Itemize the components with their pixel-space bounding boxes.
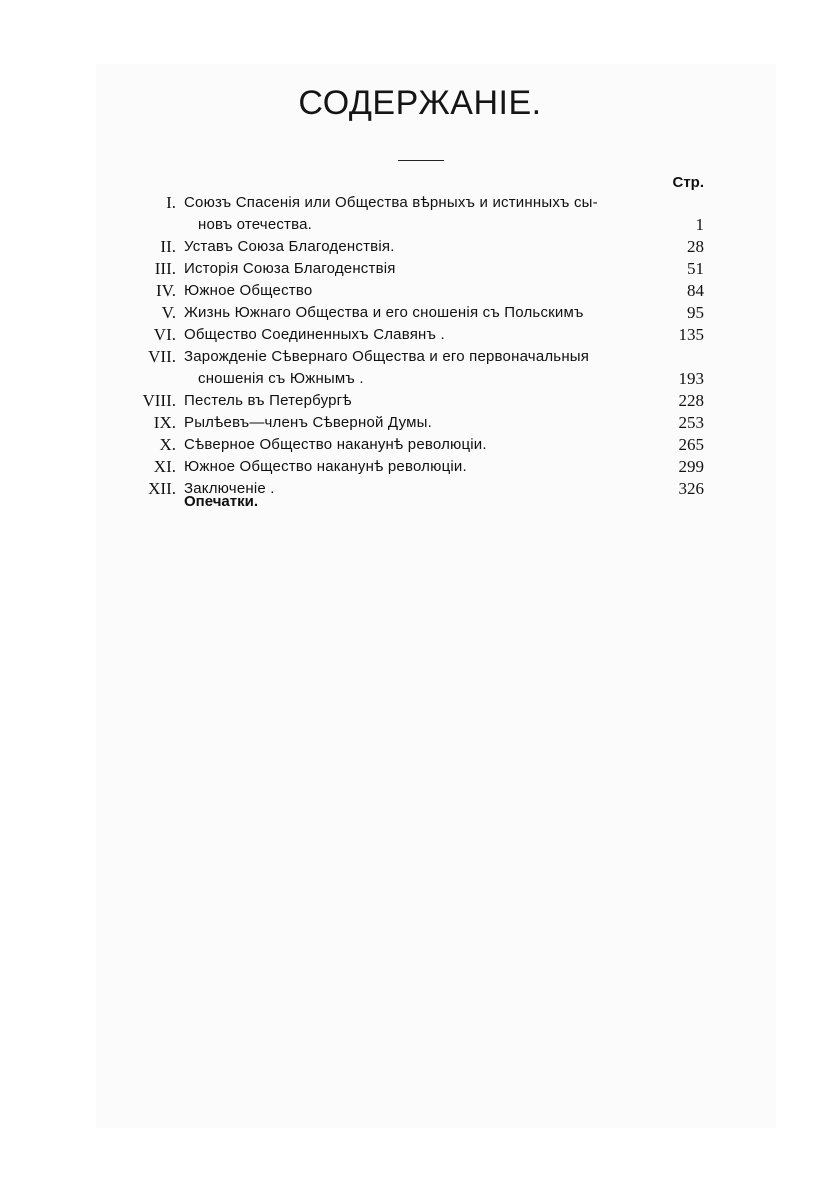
page-number: 228 [678,391,704,410]
chapter-number: IX. [153,413,176,432]
chapter-title: Заключеніе . [184,480,275,497]
page-title: СОДЕРЖАНІЕ. [298,84,542,122]
page-number: 253 [678,413,704,432]
toc-entry [0,258,840,280]
toc-entry [0,390,840,412]
toc-entry [0,302,840,324]
chapter-title: Южное Общество наканунѣ революціи. [184,458,467,475]
toc-entry [0,324,840,346]
toc-entry [0,346,840,368]
toc-entry [0,236,840,258]
errata-entry: Опечатки. [184,493,258,510]
chapter-title: Рылѣевъ—членъ Сѣверной Думы. [184,414,433,431]
page-number: 326 [678,479,704,498]
toc-entry-continuation [0,368,840,390]
page-number: 193 [678,369,704,388]
chapter-number: VII. [148,347,176,366]
chapter-title: Общество Соединенныхъ Славянъ . [184,326,445,343]
chapter-title: Союзъ Спасенія или Общества вѣрныхъ и истинныхъ сы- [184,194,598,211]
toc-entry [0,478,840,500]
page-number: 1 [695,215,704,234]
chapter-title: Зарожденіе Сѣвернаго Общества и его первоначальныя [184,348,590,365]
chapter-title: Южное Общество [184,282,313,299]
toc-entry [0,456,840,478]
toc-entry [0,434,840,456]
toc-entry-continuation [0,214,840,236]
chapter-number: I. [166,193,176,212]
chapter-number: II. [160,237,176,256]
page-column-label: Стр. [672,174,704,191]
page-number: 95 [687,303,704,322]
page-number: 265 [678,435,704,454]
chapter-title: Жизнь Южнаго Общества и его сношенія съ Польскимъ [184,304,584,321]
toc-entry [0,280,840,302]
chapter-title-continued: новъ отечества. [198,216,313,233]
page-number: 51 [687,259,704,278]
chapter-number: V. [161,303,176,322]
page-number: 84 [687,281,704,300]
chapter-title: Пестель въ Петербургѣ [184,392,352,409]
chapter-number: XII. [148,479,176,498]
title-divider [398,160,444,161]
chapter-number: VIII. [142,391,176,410]
page-number: 299 [678,457,704,476]
chapter-number: III. [154,259,176,278]
chapter-title: Исторія Союза Благоденствія [184,260,396,277]
chapter-title: Сѣверное Общество наканунѣ революціи. [184,436,487,453]
toc-entry [0,412,840,434]
chapter-number: VI. [153,325,176,344]
chapter-number: X. [159,435,176,454]
chapter-number: XI. [153,457,176,476]
page-number: 135 [678,325,704,344]
chapter-number: IV. [156,281,176,300]
page-number: 28 [687,237,704,256]
chapter-title-continued: сношенія съ Южнымъ . [198,370,364,387]
toc-entry [0,192,840,214]
chapter-title: Уставъ Союза Благоденствія. [184,238,395,255]
